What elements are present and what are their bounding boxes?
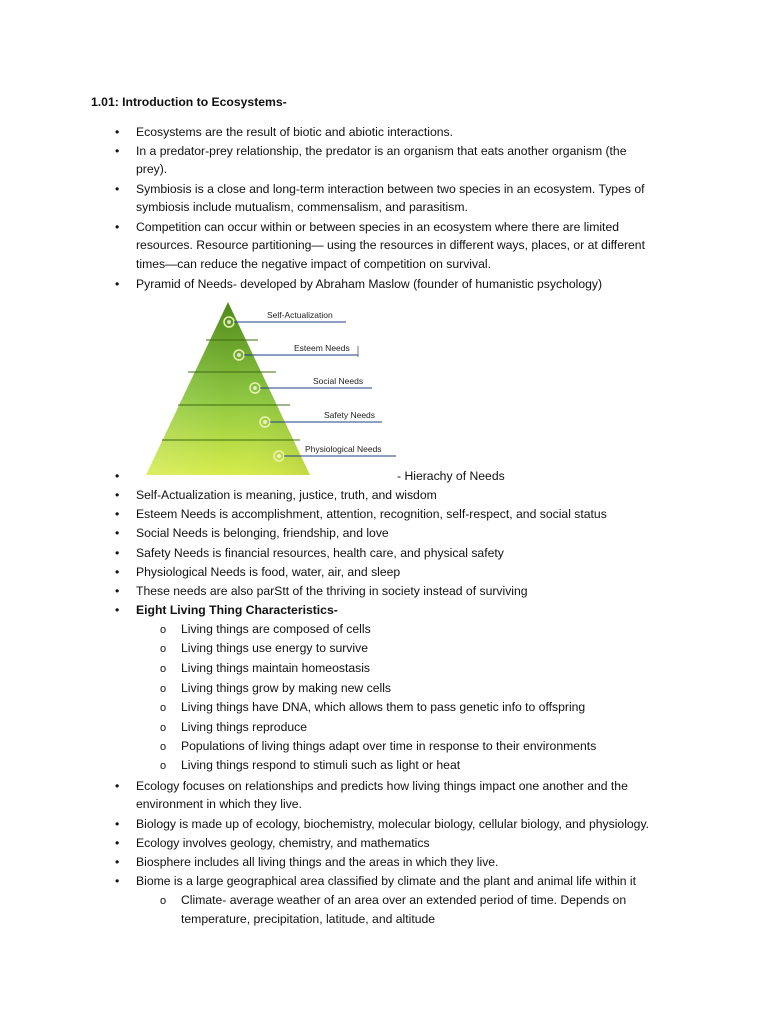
bullet-icon: • [115,220,120,234]
bullet-text: Biome is a large geographical area classified by climate and the plant and animal life within it [136,874,636,888]
sub-bullet-icon: o [160,643,167,655]
bullet-icon: • [115,565,120,579]
bullet-text-cont: environment in which they live. [136,797,302,811]
bullet-text: Ecosystems are the result of biotic and abiotic interactions. [136,125,454,139]
bullet-text: Biology is made up of ecology, biochemistry, molecular biology, cellular biology, and physiology. [136,817,650,831]
pyramid-label: Esteem Needs [294,343,350,353]
characteristic-item: Living things use energy to survive [181,641,368,655]
pyramid-label: Safety Needs [324,410,376,420]
characteristic-item: Living things respond to stimuli such as light or heat [181,758,461,772]
pyramid-label: Social Needs [313,376,364,386]
pyramid-label: Physiological Needs [305,444,382,454]
sub-bullet-icon: o [160,683,167,695]
characteristic-item: Living things have DNA, which allows them to pass genetic info to offspring [181,700,586,714]
characteristic-item: Living things reproduce [181,720,308,734]
bullet-text-cont: times—can reduce the negative impact of competition on survival. [136,257,491,271]
characteristic-item: Living things maintain homeostasis [181,661,371,675]
bullet-icon: • [115,546,120,560]
pyramid-label: Self-Actualization [267,310,333,320]
sub-bullet-icon: o [160,760,167,772]
bullet-icon: • [115,836,120,850]
bullet-icon: • [115,507,120,521]
pyramid-caption: - Hierachy of Needs [397,469,505,483]
section-heading: 1.01: Introduction to Ecosystems- [91,95,287,109]
bullet-icon: • [115,144,120,158]
bullet-icon: • [115,277,120,291]
sub-bullet-icon: o [160,663,167,675]
characteristics-title: Eight Living Thing Characteristics- [136,603,338,617]
bullet-text: Biosphere includes all living things and the areas in which they live. [136,855,499,869]
bullet-text: Competition can occur within or between species in an ecosystem where there are limited [136,220,619,234]
bullet-text: Ecology focuses on relationships and predicts how living things impact one another and the [136,779,628,793]
sub-bullet-icon: o [160,624,167,636]
bullet-text: Safety Needs is financial resources, health care, and physical safety [136,546,504,560]
bullet-icon: • [115,469,120,483]
sub-bullet-icon: o [160,722,167,734]
characteristic-item: Populations of living things adapt over time in response to their environments [181,739,597,753]
bullet-icon: • [115,874,120,888]
biome-sub-item: Climate- average weather of an area over an extended period of time. Depends on [181,893,627,907]
bullet-text: Symbiosis is a close and long-term interaction between two species in an ecosystem. Types of [136,182,645,196]
sub-bullet-icon: o [160,702,167,714]
bullet-icon: • [115,584,120,598]
bullet-text: Ecology involves geology, chemistry, and mathematics [136,836,430,850]
bullet-text-cont: resources. Resource partitioning— using the resources in different ways, places, or at different [136,238,645,252]
bullet-text: These needs are also parStt of the thriving in society instead of surviving [136,584,528,598]
bullet-icon: • [115,182,120,196]
bullet-text: Physiological Needs is food, water, air, and sleep [136,565,401,579]
biome-sub-item-cont: temperature, precipitation, latitude, and altitude [181,912,436,926]
bullet-text: Social Needs is belonging, friendship, and love [136,526,389,540]
bullet-text-cont: symbiosis include mutualism, commensalism, and parasitism. [136,200,468,214]
bullet-icon: • [115,779,120,793]
bullet-text: In a predator-prey relationship, the predator is an organism that eats another organism (the [136,144,627,158]
characteristic-item: Living things grow by making new cells [181,681,391,695]
maslow-pyramid-image [140,300,410,480]
bullet-icon: • [115,526,120,540]
bullet-text: Self-Actualization is meaning, justice, truth, and wisdom [136,488,437,502]
characteristic-item: Living things are composed of cells [181,622,371,636]
sub-bullet-icon: o [160,741,167,753]
sub-bullet-icon: o [160,895,167,907]
bullet-text-cont: prey). [136,162,168,176]
bullet-icon: • [115,603,120,617]
bullet-icon: • [115,488,120,502]
bullet-icon: • [115,817,120,831]
bullet-icon: • [115,855,120,869]
bullet-text: Pyramid of Needs- developed by Abraham Maslow (founder of humanistic psychology) [136,277,603,291]
bullet-icon: • [115,125,120,139]
bullet-text: Esteem Needs is accomplishment, attention, recognition, self-respect, and social status [136,507,607,521]
